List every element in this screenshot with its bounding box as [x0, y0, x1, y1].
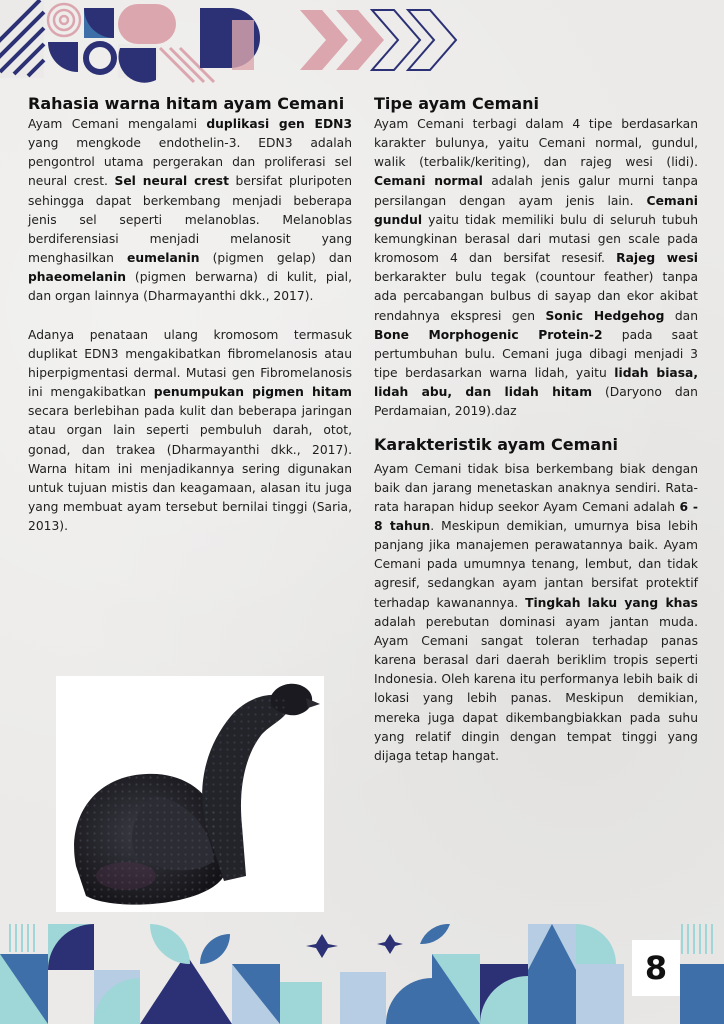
bold-text: Cemani gundul — [374, 193, 698, 227]
text-run: (Daryono dan Perdamaian, 2019).daz — [374, 385, 698, 419]
bold-text: duplikasi gen EDN3 — [206, 117, 353, 131]
text-run: Adanya penataan ulang kromosom termasuk duplikat EDN3 mengakibatkan fibromelanosis atau hiperpigmentasi dermal. Mutasi gen Fibromelanosis ini mengakibatkan — [28, 327, 352, 400]
bold-text: Sel neural crest — [114, 174, 229, 189]
text-run: adalah perebutan dominasi ayam jantan muda. Ayam Cemani sangat toleran terhadap panas karena berasal dari daerah beriklim tropis seperti Indonesia. Oleh karena itu performanya lebih baik di lokasi yang lebih panas. Meskipun demikian, mereka juga dapat dikembangbiakkan pada suhu yang relatif dingin dengan tempat tinggi yang dijaga tetap hangat. — [374, 614, 698, 763]
text-run: Ayam Cemani terbagi dalam 4 tipe berdasarkan karakter bulunya, yaitu Cemani normal, gundul, walik (terbalik/keriting), dan rajeg wesi (lidi). — [374, 117, 698, 170]
bold-text: eumelanin — [127, 251, 200, 266]
text-run: yaitu tidak memiliki bulu di seluruh tubuh kemungkinan berasal dari mutasi gen scale pada kromosom 4 dan bersifat resesif. — [374, 212, 698, 266]
paragraph-duplikasi-gen — [28, 115, 352, 307]
heading-rahasia-warna: Rahasia warna hitam ayam Cemani — [28, 94, 345, 113]
bottom-decoration — [0, 924, 724, 1024]
heading-karakteristik: Karakteristik ayam Cemani — [374, 434, 618, 454]
left-column — [28, 93, 352, 536]
text-run: Ayam Cemani mengalami — [28, 117, 207, 131]
quarter-shape-icon — [48, 42, 78, 72]
bold-text: Cemani normal — [374, 174, 483, 189]
text-run: bersifat pluripoten sehingga dapat berkembang menjadi beberapa jenis sel seperti melanoblas. Melanoblas berdiferensiasi menjadi melanosit yang menghasilkan — [28, 174, 352, 266]
page-number — [632, 940, 680, 996]
text-run: Ayam Cemani tidak bisa berkembang biak dengan baik dan jarang menetaskan anaknya sendiri. Rata-rata harapan hidup seekor Ayam Cemani adalah — [374, 461, 698, 514]
heading-tipe-ayam: Tipe ayam Cemani — [374, 94, 539, 113]
bold-text: Bone Morphogenic Protein-2 — [374, 327, 603, 342]
black-chicken-photo — [56, 676, 324, 912]
page-number-text: 8 — [644, 949, 668, 987]
right-column — [374, 93, 698, 766]
text-run: adalah jenis galur murni tanpa persilangan dengan ayam jenis lain. — [374, 174, 699, 208]
text-run: secara berlebihan pada kulit dan beberapa jaringan atau organ lain seperti pembuluh darah, otot, gonad, dan trakea (Dharmayanthi dkk., 2017). Warna hitam ini menjadikannya sering digunakan untuk tujuan mistis dan keagamaan, alasan itu juga yang membuat ayam tersebut bernilai tinggi (Saria, 2013). — [28, 404, 352, 534]
text-run: (pigmen gelap) dan — [199, 251, 352, 266]
bold-text: Sonic Hedgehog — [545, 308, 665, 323]
ring-icon — [86, 44, 114, 72]
bold-text: lidah biasa, lidah abu, dan lidah hitam — [374, 366, 699, 400]
diagonal-stripes-icon — [0, 0, 44, 78]
text-run: . Meskipun demikian, umurnya bisa lebih panjang jika manajemen perawatannya baik. Ayam Cemani pada umumnya tenang, lembut, dan tidak agresif, sedangkan ayam jantan bersifat protektif terhadap kawanannya. — [374, 518, 699, 610]
text-run: (pigmen berwarna) di kulit, pial, dan organ lainnya (Dharmayanthi dkk., 2017). — [28, 270, 352, 304]
top-decoration — [0, 0, 470, 85]
bold-text: 6 - 8 tahun — [374, 499, 698, 533]
text-run: pada saat pertumbuhan bulu. Cemani juga dibagi menjadi 3 tipe berdasarkan warna lidah, yaitu — [374, 327, 698, 381]
paragraph-karakteristik — [374, 460, 698, 767]
paragraph-penataan-kromosom — [28, 326, 352, 537]
concentric-circles-icon — [48, 4, 80, 36]
bold-text: penumpukan pigmen hitam — [153, 385, 352, 400]
chevron-arrows-icon — [300, 10, 456, 70]
chicken-illustration-icon — [56, 676, 324, 912]
text-run: yang mengkode endothelin-3. EDN3 adalah pengontrol utama pergerakan dan proliferasi sel neural crest. — [28, 136, 352, 189]
paragraph-tipe-ayam — [374, 115, 698, 422]
text-run: dan — [664, 308, 698, 323]
bold-text: Rajeg wesi — [616, 251, 698, 266]
bold-text: Tingkah laku yang khas — [525, 595, 698, 610]
bold-text: phaeomelanin — [28, 270, 127, 285]
bottom-geometric-shapes-icon — [0, 924, 724, 1024]
text-run: berkarakter bulu tegak (countour feather) tanpa ada percabangan bulbus di sayap dan ekor akibat rendahnya ekspresi gen — [374, 270, 698, 323]
